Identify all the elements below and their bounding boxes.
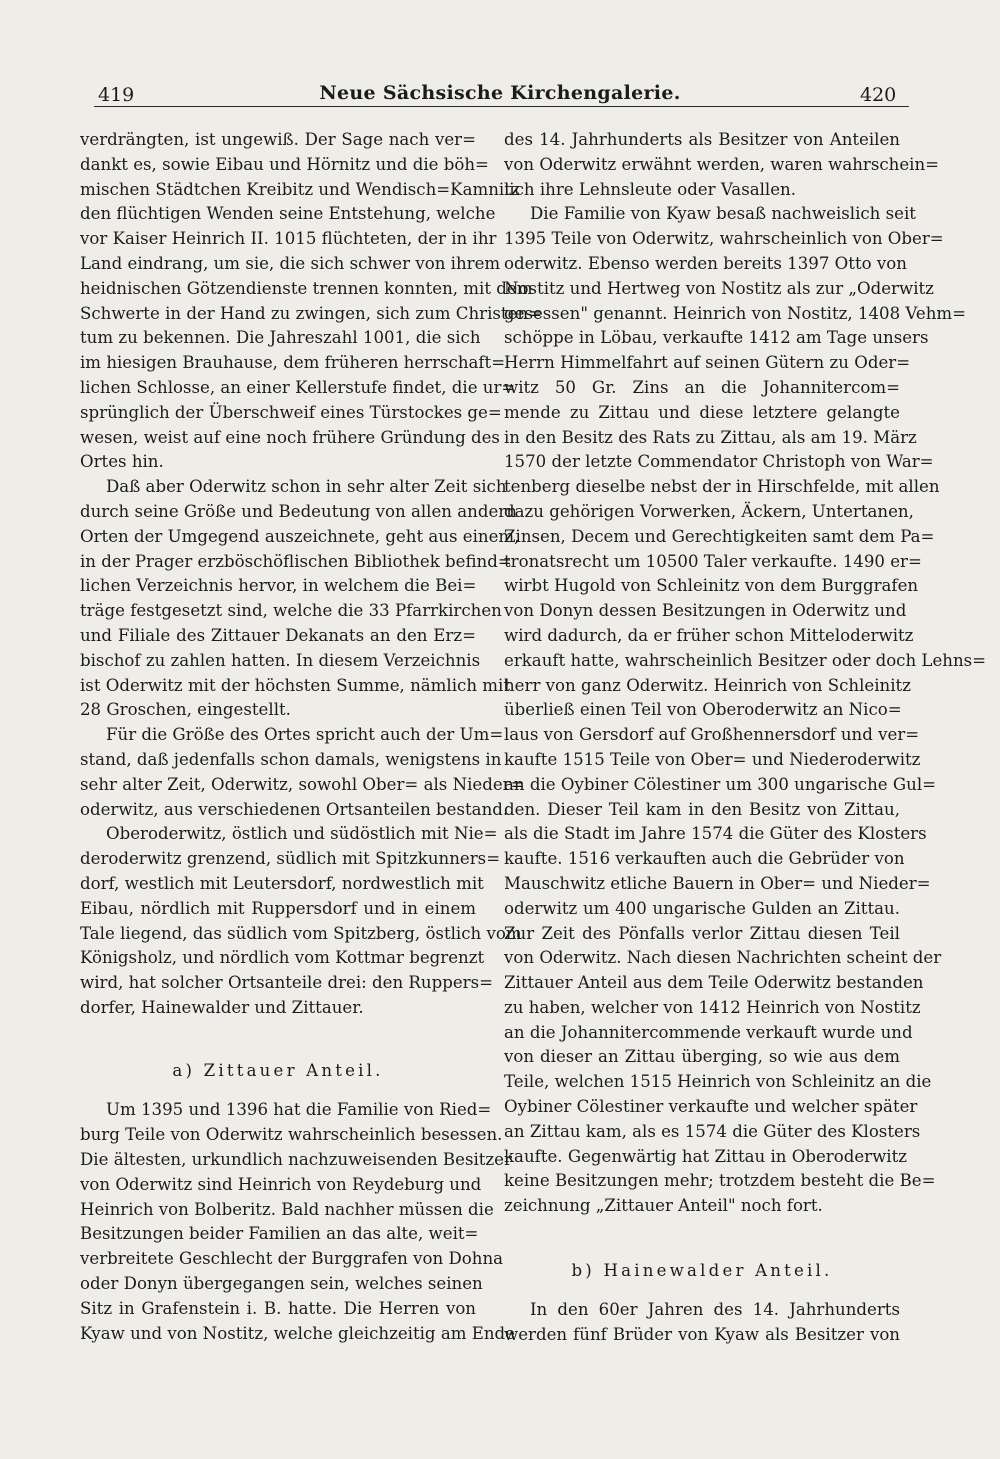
text-line: von Oderwitz erwähnt werden, waren wahrschein= xyxy=(504,154,940,174)
text-line: an die Johannitercommende verkauft wurde und xyxy=(504,1022,913,1042)
running-title: Neue Sächsische Kirchengalerie. xyxy=(319,82,681,104)
text-line: oderwitz um 400 ungarische Gulden an Zittau. xyxy=(504,898,900,918)
text-line: 28 Groschen, eingestellt. xyxy=(80,700,291,720)
text-line: Eibau, nördlich mit Ruppersdorf und in einem xyxy=(80,898,476,918)
text-line: herr von ganz Oderwitz. Heinrich von Schleinitz xyxy=(504,675,911,695)
text-line: mischen Städtchen Kreibitz und Wendisch=Kamnitz xyxy=(80,179,520,199)
text-line: zeichnung „Zittauer Anteil" noch fort. xyxy=(504,1196,823,1216)
text-line: bischof zu zahlen hatten. In diesem Verzeichnis xyxy=(80,650,481,670)
text-line: ist Oderwitz mit der höchsten Summe, nämlich mit xyxy=(80,675,510,695)
text-line: kaufte 1515 Teile von Ober= und Niederoderwitz xyxy=(504,749,921,769)
text-line: Schwerte in der Hand zu zwingen, sich zum Christen= xyxy=(80,303,542,323)
page-number-right: 420 xyxy=(860,84,897,106)
text-line: im hiesigen Brauhause, dem früheren herrschaft= xyxy=(80,353,506,373)
text-line: schöppe in Löbau, verkaufte 1412 am Tage unsers xyxy=(504,328,929,348)
text-line: Daß aber Oderwitz schon in sehr alter Zeit sich xyxy=(106,477,507,497)
text-line: 1395 Teile von Oderwitz, wahrscheinlich von Ober= xyxy=(504,229,944,249)
text-line: von Oderwitz. Nach diesen Nachrichten scheint der xyxy=(504,948,942,968)
text-line: Herrn Himmelfahrt auf seinen Gütern zu Oder= xyxy=(504,353,911,373)
text-line: tronatsrecht um 10500 Taler verkaufte. 1490 er= xyxy=(504,551,922,571)
text-line xyxy=(80,1346,476,1371)
text-line: Ortes hin. xyxy=(80,452,164,472)
text-line: den. Dieser Teil kam in den Besitz von Zittau, xyxy=(504,799,900,819)
text-line: wird dadurch, da er früher schon Mitteloderwitz xyxy=(504,625,914,645)
text-line: deroderwitz grenzend, südlich mit Spitzkunners= xyxy=(80,849,501,869)
text-line: heidnischen Götzendienste trennen konnten, mit dem xyxy=(80,278,533,298)
text-line: werden fünf Brüder von Kyaw als Besitzer von xyxy=(504,1324,900,1344)
text-line: verbreitete Geschlecht der Burggrafen von Dohna xyxy=(80,1249,504,1269)
text-line: oderwitz. Ebenso werden bereits 1397 Otto von xyxy=(504,253,907,273)
text-line: und Filiale des Zittauer Dekanats an den Erz= xyxy=(80,625,476,645)
text-line: In den 60er Jahren des 14. Jahrhunderts xyxy=(530,1299,900,1319)
header-rule xyxy=(94,106,909,107)
text-line: den flüchtigen Wenden seine Entstehung, welche xyxy=(80,204,496,224)
text-line: vor Kaiser Heinrich II. 1015 flüchteten, der in ihr xyxy=(80,229,497,249)
text-line: tenberg dieselbe nebst der in Hirschfelde, mit allen xyxy=(504,477,940,497)
text-column-left xyxy=(80,128,542,1371)
text-line: träge festgesetzt sind, welche die 33 Pfarrkirchen xyxy=(80,601,502,621)
text-line: verdrängten, ist ungewiß. Der Sage nach ver= xyxy=(80,130,476,149)
text-line: wesen, weist auf eine noch frühere Gründung des xyxy=(80,427,500,447)
text-line: Nostitz und Hertweg von Nostitz als zur „Oderwitz xyxy=(504,278,934,298)
text-line: oder Donyn übergegangen sein, welches seinen xyxy=(80,1274,483,1294)
text-line: burg Teile von Oderwitz wahrscheinlich besessen. xyxy=(80,1125,503,1145)
text-line: Königsholz, und nördlich vom Kottmar begrenzt xyxy=(80,948,485,968)
text-line: Für die Größe des Ortes spricht auch der Um= xyxy=(106,725,504,745)
text-line: Die Familie von Kyaw besaß nachweislich seit xyxy=(530,204,916,224)
text-line: Oybiner Cölestiner verkaufte und welcher später xyxy=(504,1097,918,1117)
text-line: tum zu bekennen. Die Jahreszahl 1001, die sich xyxy=(80,328,481,348)
text-line: Zinsen, Decem und Gerechtigkeiten samt dem Pa= xyxy=(504,526,935,546)
text-column-right xyxy=(504,128,987,1347)
text-line: keine Besitzungen mehr; trotzdem besteht die Be= xyxy=(504,1171,936,1191)
text-line: des 14. Jahrhunderts als Besitzer von Anteilen xyxy=(504,130,900,149)
text-line: Heinrich von Bolberitz. Bald nachher müssen die xyxy=(80,1199,494,1219)
text-line: an Zittau kam, als es 1574 die Güter des Klosters xyxy=(504,1121,921,1141)
text-line: erkauft hatte, wahrscheinlich Besitzer oder doch Lehns= xyxy=(504,650,987,670)
text-line: in der Prager erzböschöflischen Bibliothek befind= xyxy=(80,551,512,571)
text-line: stand, daß jedenfalls schon damals, wenigstens in xyxy=(80,749,502,769)
text-line: durch seine Größe und Bedeutung von allen andern xyxy=(80,501,517,521)
text-line: Mauschwitz etliche Bauern in Ober= und Nieder= xyxy=(504,873,931,893)
text-line: Tale liegend, das südlich vom Spitzberg, östlich vom xyxy=(80,923,522,943)
text-line: oderwitz, aus verschiedenen Ortsanteilen bestand. xyxy=(80,799,509,819)
text-line: Besitzungen beider Familien an das alte, weit= xyxy=(80,1224,479,1244)
text-line: wirbt Hugold von Schleinitz von dem Burggrafen xyxy=(504,576,919,596)
text-line: sprünglich der Überschweif eines Türstockes ge= xyxy=(80,402,502,422)
section-gap xyxy=(80,1083,476,1098)
text-line: dorf, westlich mit Leutersdorf, nordwestlich mit xyxy=(80,873,484,893)
text-line: gesessen" genannt. Heinrich von Nostitz, 1408 Vehm= xyxy=(504,303,967,323)
text-line: wird, hat solcher Ortsanteile drei: den Ruppers= xyxy=(80,973,494,993)
text-line: kaufte. 1516 verkauften auch die Gebrüder von xyxy=(504,849,905,869)
text-line: dazu gehörigen Vorwerken, Äckern, Untertanen, xyxy=(504,501,914,521)
section-heading-zittau: a) Zittauer Anteil. xyxy=(172,1060,384,1080)
text-line: witz 50 Gr. Zins an die Johannitercom= xyxy=(504,377,900,397)
text-line: als die Stadt im Jahre 1574 die Güter des Klosters xyxy=(504,824,927,844)
text-line: Orten der Umgegend auszeichnete, geht aus einem, xyxy=(80,526,520,546)
text-line: Land eindrang, um sie, die sich schwer von ihrem xyxy=(80,253,501,273)
text-line: Die ältesten, urkundlich nachzuweisenden Besitzer xyxy=(80,1150,512,1170)
text-line: lichen Verzeichnis hervor, in welchem die Bei= xyxy=(80,576,477,596)
text-line: an die Oybiner Cölestiner um 300 ungarische Gul= xyxy=(504,774,937,794)
text-line: laus von Gersdorf auf Großhennersdorf und ver= xyxy=(504,725,920,745)
section-heading-hainewalde: b) Hainewalder Anteil. xyxy=(571,1261,833,1281)
text-line: von Donyn dessen Besitzungen in Oderwitz und xyxy=(504,601,907,621)
text-line: lichen Schlosse, an einer Kellerstufe findet, die ur= xyxy=(80,377,516,397)
text-line: dorfer, Hainewalder und Zittauer. xyxy=(80,997,364,1017)
text-line: in den Besitz des Rats zu Zittau, als am 19. März xyxy=(504,427,917,447)
text-line: mende zu Zittau und diese letztere gelangte xyxy=(504,402,900,422)
text-line: sehr alter Zeit, Oderwitz, sowohl Ober= als Nieder= xyxy=(80,774,525,794)
section-gap xyxy=(504,1284,900,1298)
text-line: von dieser an Zittau überging, so wie aus dem xyxy=(504,1047,900,1067)
text-line: Zur Zeit des Pönfalls verlor Zittau diesen Teil xyxy=(504,923,900,943)
page-number-left: 419 xyxy=(98,84,135,106)
text-line: Um 1395 und 1396 hat die Familie von Ried= xyxy=(106,1100,492,1120)
text-line: 1570 der letzte Commendator Christoph von War= xyxy=(504,452,934,472)
text-line: Oberoderwitz, östlich und südöstlich mit Nie= xyxy=(106,824,498,844)
text-line: Zittauer Anteil aus dem Teile Oderwitz bestanden xyxy=(504,973,924,993)
text-line: Teile, welchen 1515 Heinrich von Schleinitz an die xyxy=(504,1072,932,1092)
text-line: zu haben, welcher von 1412 Heinrich von Nostitz xyxy=(504,997,921,1017)
text-line: kaufte. Gegenwärtig hat Zittau in Oberoderwitz xyxy=(504,1146,908,1166)
section-gap xyxy=(504,1219,900,1259)
text-line: Sitz in Grafenstein i. B. hatte. Die Herren von xyxy=(80,1298,476,1318)
section-gap xyxy=(80,1021,476,1059)
text-line: lich ihre Lehnsleute oder Vasallen. xyxy=(504,179,796,199)
text-line: überließ einen Teil von Oberoderwitz an Nico= xyxy=(504,700,902,720)
text-line: von Oderwitz sind Heinrich von Reydeburg und xyxy=(80,1174,482,1194)
text-line: dankt es, sowie Eibau und Hörnitz und die böh= xyxy=(80,154,489,174)
text-line: Kyaw und von Nostitz, welche gleichzeitig am Ende xyxy=(80,1323,515,1343)
